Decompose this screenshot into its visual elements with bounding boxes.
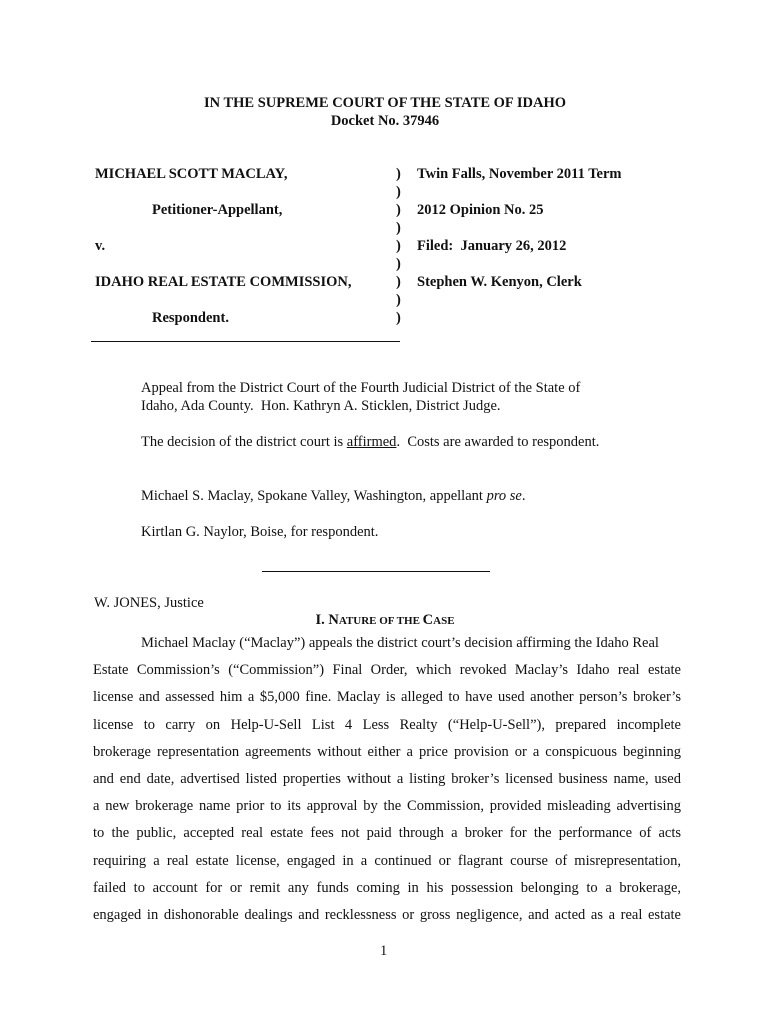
caption-paren: ) [396, 274, 401, 290]
body-line: failed to account for or remit any funds coming in his possession belonging to a brokerage, [93, 879, 681, 896]
opinion-number: 2012 Opinion No. 25 [417, 202, 544, 218]
heading-numeral: I. N [315, 612, 339, 628]
court-name: IN THE SUPREME COURT OF THE STATE OF IDAHO [203, 95, 567, 111]
body-line: requiring a real estate license, engaged in a continued or flagrant course of misrepresentation, [93, 852, 681, 869]
opinion-author: W. JONES, Justice [94, 595, 204, 611]
appellant-counsel-text: Michael S. Maclay, Spokane Valley, Washington, appellant [141, 488, 487, 504]
appellant-role: Petitioner-Appellant, [152, 202, 283, 218]
decision-text-before: The decision of the district court is [141, 434, 347, 450]
appellant-name: MICHAEL SCOTT MACLAY, [95, 166, 288, 182]
page-number: 1 [380, 943, 388, 959]
caption-paren: ) [396, 220, 401, 236]
appellant-counsel [141, 487, 611, 505]
appeal-statement: Appeal from the District Court of the Fourth Judicial District of the State of Idaho, Ada County. Hon. Kathryn A. Sticklen, District Judge. [141, 380, 584, 414]
clerk: Stephen W. Kenyon, Clerk [417, 274, 582, 290]
docket-number: Docket No. 37946 [330, 113, 440, 129]
body-line: and end date, advertised listed properties without a listing broker’s licensed business name, used [93, 771, 681, 788]
body-line: to the public, accepted real estate fees not paid through a broker for the performance of acts [93, 825, 681, 842]
decision-affirmed: affirmed [346, 434, 397, 450]
heading-part: ASE [433, 615, 455, 627]
body-line: license and assessed him a $5,000 fine. Maclay is alleged to have used another person’s broker’s [93, 689, 681, 706]
heading-part: ATURE OF THE [338, 615, 423, 627]
term: Twin Falls, November 2011 Term [417, 166, 622, 182]
respondent-name: IDAHO REAL ESTATE COMMISSION, [95, 274, 352, 290]
versus: v. [95, 238, 106, 254]
body-line: Estate Commission’s (“Commission”) Final Order, which revoked Maclay’s Idaho real estate [93, 662, 681, 679]
caption-paren: ) [396, 256, 401, 272]
appellant-counsel-period: . [521, 488, 526, 504]
pro-se: pro se [486, 488, 522, 504]
heading-part: C [422, 612, 434, 628]
filed-date: Filed: January 26, 2012 [417, 238, 567, 254]
decision-text-after: . Costs are awarded to respondent. [396, 434, 600, 450]
summary-divider [262, 571, 490, 572]
caption-underline [91, 341, 400, 342]
caption-paren: ) [396, 292, 401, 308]
respondent-role: Respondent. [152, 310, 229, 326]
caption-paren: ) [396, 238, 401, 254]
caption-paren: ) [396, 202, 401, 218]
body-line: brokerage representation agreements without either a price provision or a conspicuous beginning [93, 743, 681, 760]
caption-paren: ) [396, 166, 401, 182]
body-line: a new brokerage name prior to its approval by the Commission, provided misleading advertising [93, 798, 681, 815]
decision-statement [141, 433, 611, 451]
body-line: license to carry on Help-U-Sell List 4 Less Realty (“Help-U-Sell”), prepared incomplete [93, 716, 681, 733]
caption-paren: ) [396, 184, 401, 200]
body-line: Michael Maclay (“Maclay”) appeals the district court’s decision affirming the Idaho Real [141, 635, 659, 651]
respondent-counsel: Kirtlan G. Naylor, Boise, for respondent. [141, 524, 379, 540]
caption-paren: ) [396, 310, 401, 326]
body-paragraph [93, 630, 681, 929]
body-line: engaged in dishonorable dealings and recklessness or gross negligence, and acted as a real estate [93, 907, 681, 924]
section-heading [0, 612, 770, 629]
